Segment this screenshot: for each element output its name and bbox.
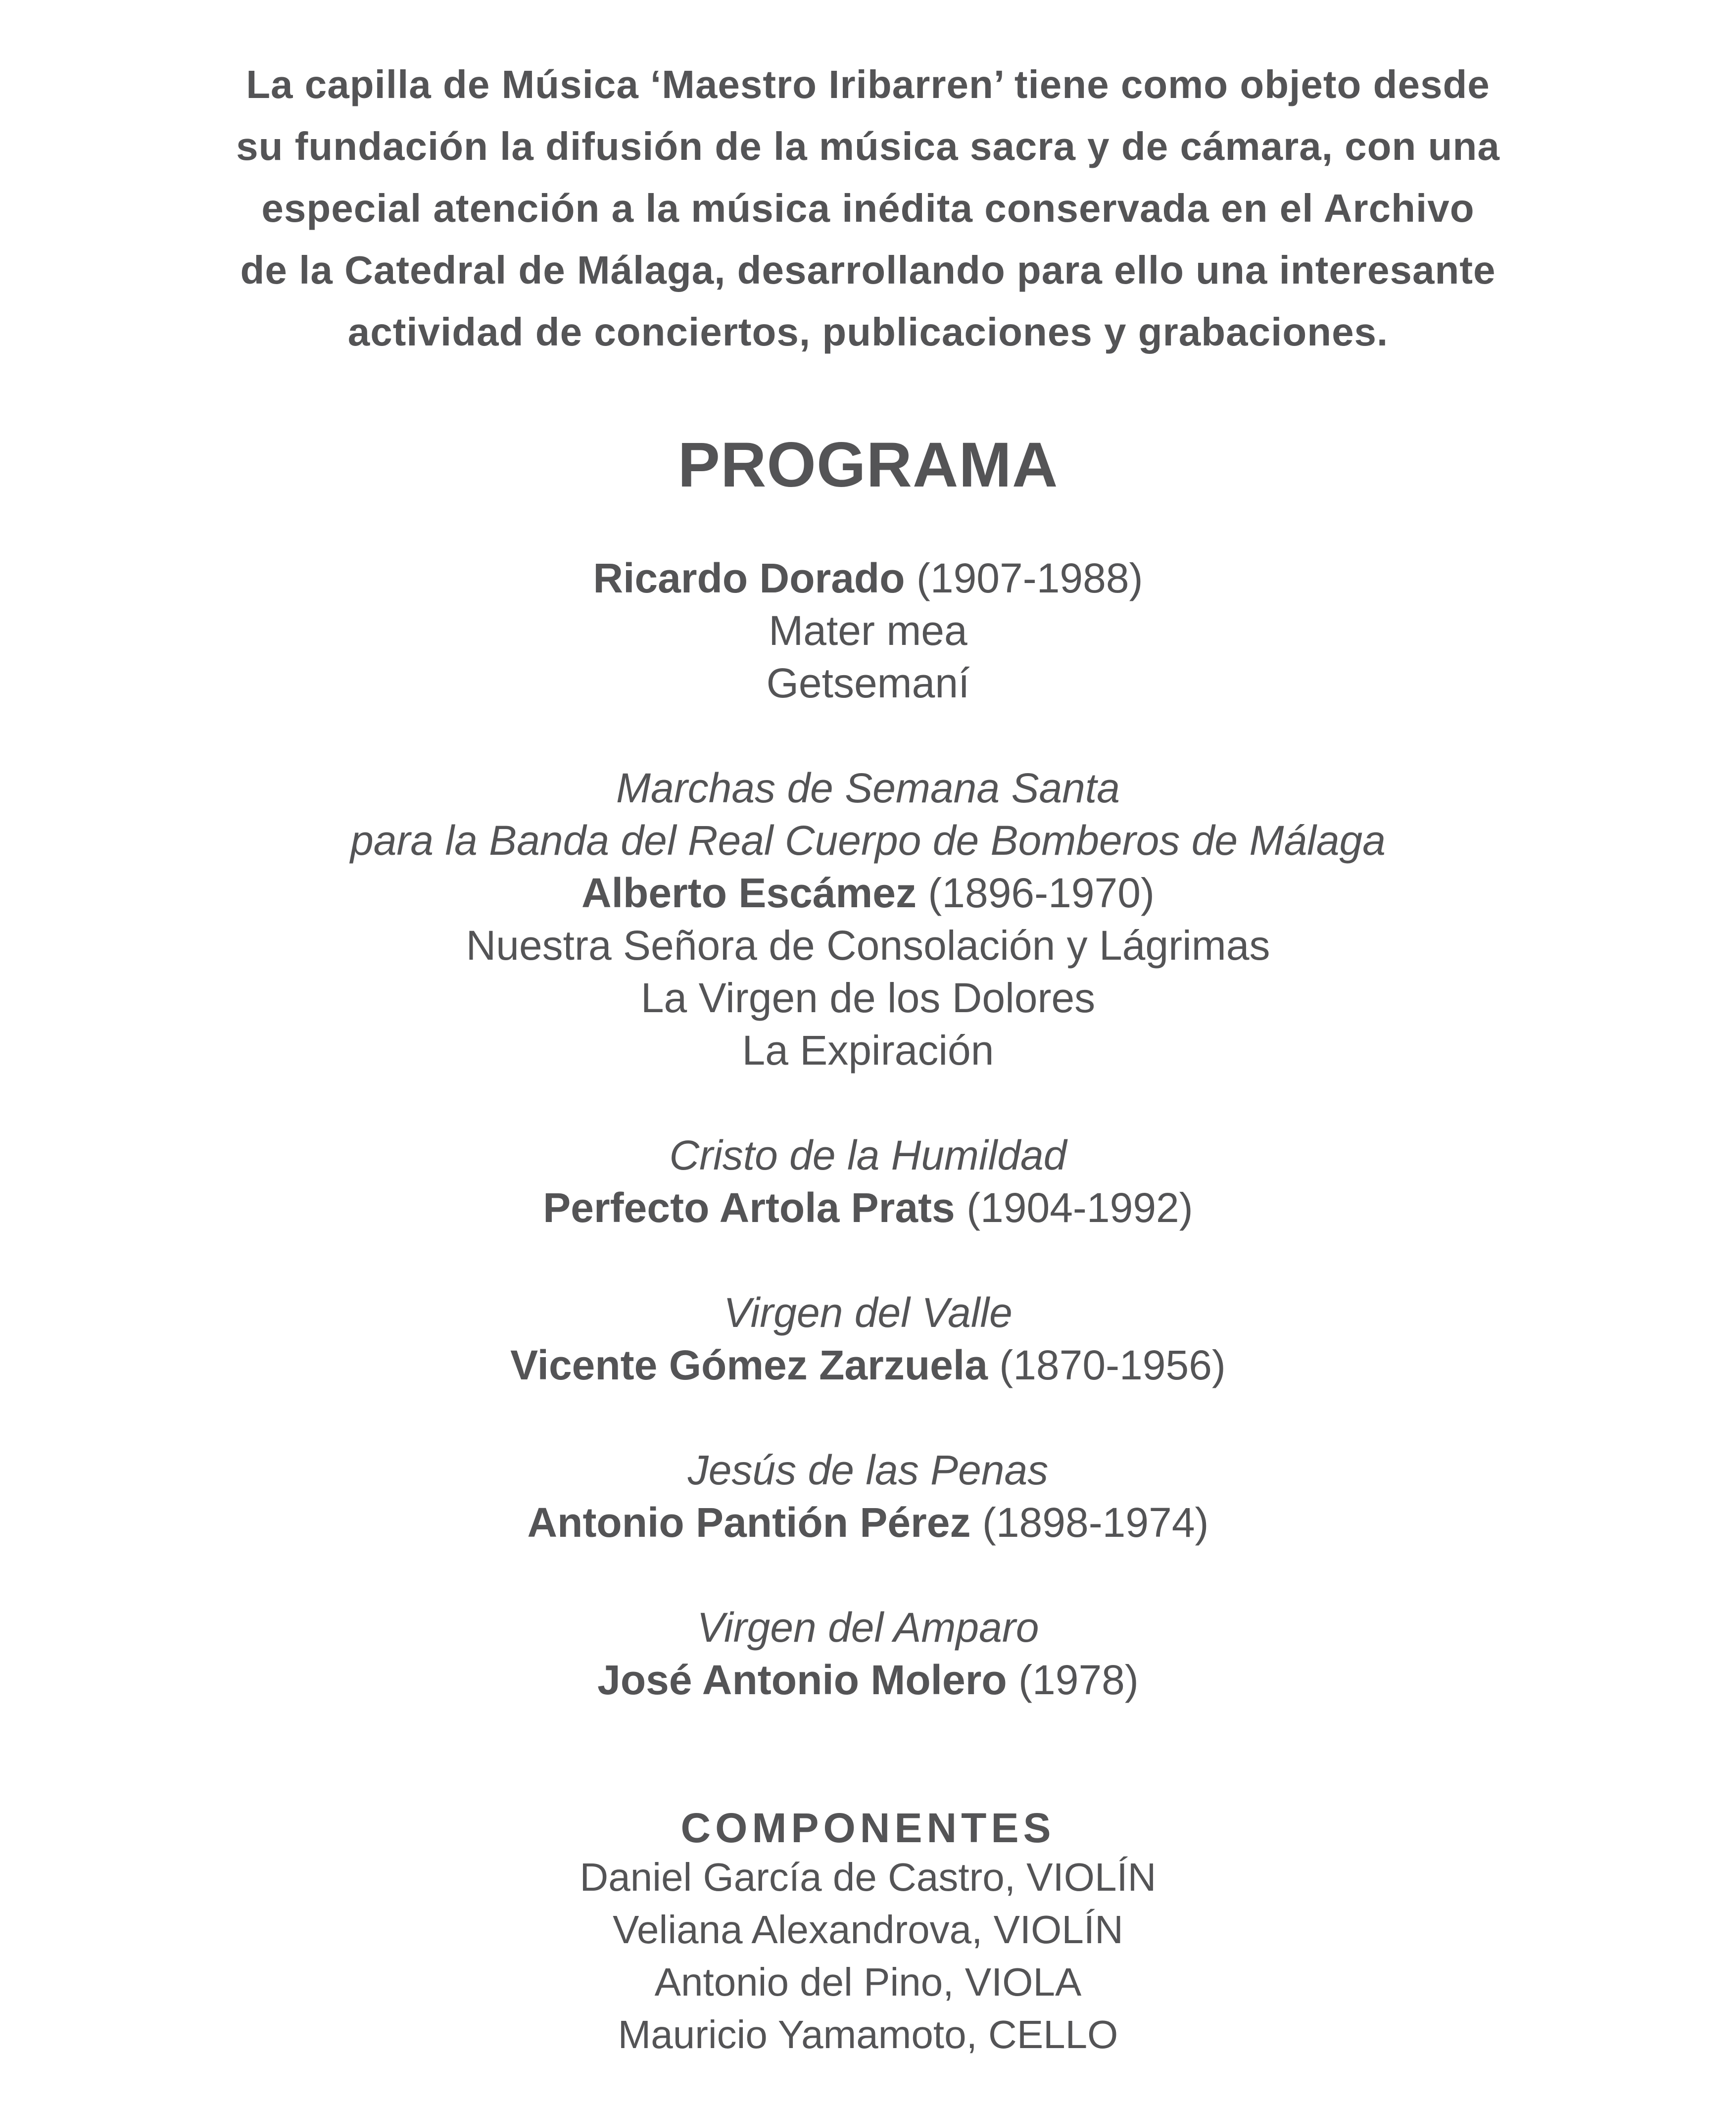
- composer-name: Perfecto Artola Prats: [543, 1184, 955, 1231]
- components-heading: COMPONENTES: [680, 1805, 1056, 1851]
- composer-dates: (1898-1974): [970, 1499, 1209, 1546]
- program-heading: PROGRAMA: [677, 430, 1059, 500]
- composer-line: [0, 552, 1736, 604]
- program-list: [0, 552, 1736, 1706]
- spacer: [0, 709, 1736, 762]
- composer-line: [0, 1654, 1736, 1706]
- section-title: Cristo de la Humildad: [669, 1132, 1067, 1178]
- member-item: Veliana Alexandrova, VIOLÍN: [613, 1908, 1123, 1952]
- section-title: Jesús de las Penas: [687, 1447, 1049, 1493]
- work-title: Mater mea: [769, 607, 967, 654]
- section-title: Marchas de Semana Santa: [616, 765, 1120, 811]
- composer-dates: (1870-1956): [987, 1342, 1226, 1388]
- member-item: Antonio del Pino, VIOLA: [654, 1960, 1082, 2004]
- intro-line: de la Catedral de Málaga, desarrollando para ello una interesante: [240, 248, 1496, 292]
- intro-line: especial atención a la música inédita conservada en el Archivo: [261, 186, 1475, 230]
- section-title: para la Banda del Real Cuerpo de Bomberos de Málaga: [350, 817, 1386, 864]
- work-title: Getsemaní: [766, 660, 970, 706]
- work-title: Nuestra Señora de Consolación y Lágrimas: [466, 922, 1270, 969]
- composer-name: Antonio Pantión Pérez: [527, 1499, 971, 1546]
- composer-dates: (1907-1988): [905, 555, 1143, 601]
- member-item: Daniel García de Castro, VIOLÍN: [579, 1855, 1157, 1899]
- composer-line: [0, 1181, 1736, 1234]
- spacer: [0, 1234, 1736, 1286]
- members-list: [0, 1851, 1736, 2061]
- work-title: La Virgen de los Dolores: [640, 975, 1096, 1021]
- work-title: La Expiración: [742, 1027, 994, 1074]
- composer-dates: (1896-1970): [916, 870, 1155, 916]
- spacer: [0, 1549, 1736, 1601]
- section-title: Virgen del Valle: [723, 1289, 1013, 1336]
- intro-line: su fundación la difusión de la música sacra y de cámara, con una: [236, 124, 1500, 168]
- composer-line: [0, 867, 1736, 919]
- section-title: Virgen del Amparo: [697, 1604, 1039, 1651]
- composer-name: José Antonio Molero: [597, 1657, 1007, 1703]
- composer-line: [0, 1496, 1736, 1549]
- member-item: Mauricio Yamamoto, CELLO: [618, 2012, 1118, 2056]
- composer-name: Vicente Gómez Zarzuela: [510, 1342, 988, 1388]
- intro-line: La capilla de Música ‘Maestro Iribarren’ tiene como objeto desde: [246, 62, 1490, 106]
- intro-paragraph: [148, 53, 1588, 363]
- spacer: [0, 1391, 1736, 1444]
- intro-line: actividad de conciertos, publicaciones y grabaciones.: [347, 310, 1389, 354]
- composer-name: Ricardo Dorado: [593, 555, 905, 601]
- composer-dates: (1904-1992): [955, 1184, 1193, 1231]
- spacer: [0, 1077, 1736, 1129]
- composer-name: Alberto Escámez: [581, 870, 916, 916]
- composer-line: [0, 1339, 1736, 1391]
- composer-dates: (1978): [1007, 1657, 1139, 1703]
